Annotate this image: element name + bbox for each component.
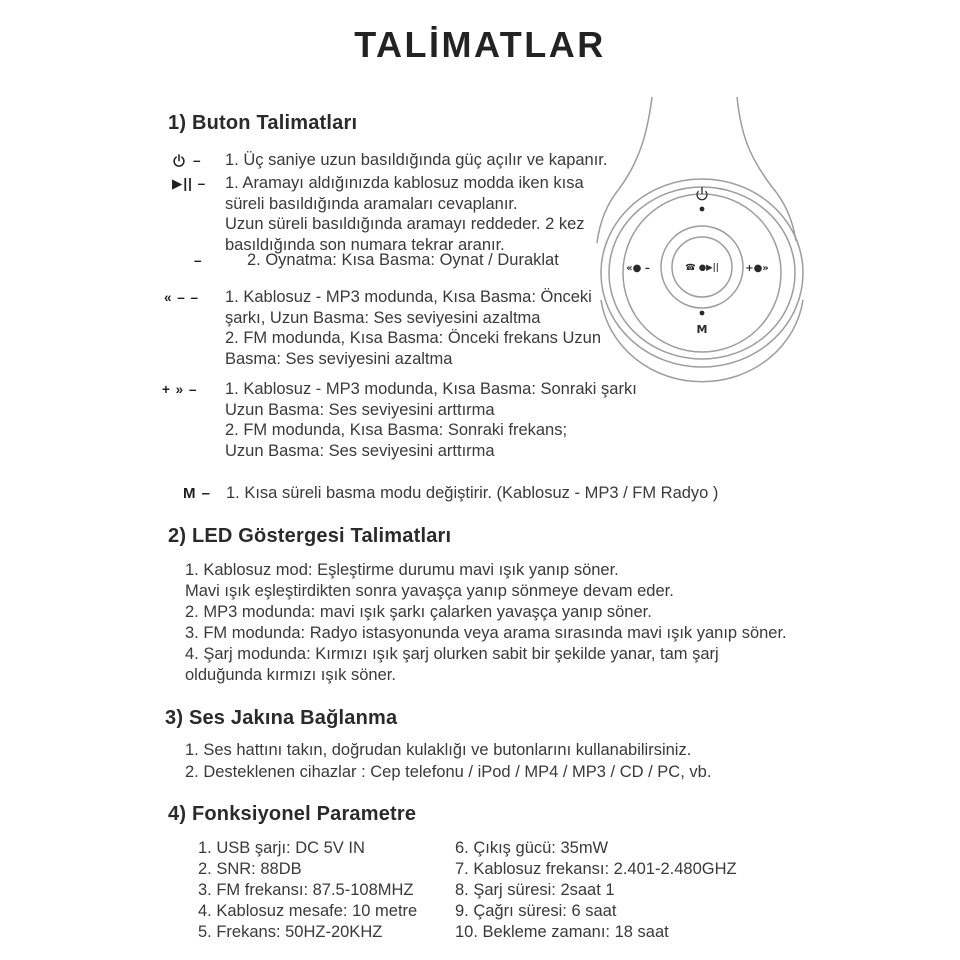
text-line: 2. Desteklenen cihazlar : Cep telefonu / iPod / MP4 / MP3 / CD / PC, vb. [185,763,712,781]
led-instructions [185,560,787,686]
center-ring-inner [672,237,732,297]
text-line: 2. Oynatma: Kısa Basma: Oynat / Duraklat [247,251,559,269]
text-line: olduğunda kırmızı ışık söner. [185,666,396,684]
text-line: 8. Şarj süresi: 2saat 1 [455,881,615,899]
text-line: 1. Kablosuz mod: Eşleştirme durumu mavi ışık yanıp söner. [185,561,619,579]
text-line: 10. Bekleme zamanı: 18 saat [455,923,669,941]
text-line: 2. MP3 modunda: mavi ışık şarkı çalarken yavaşça yanıp söner. [185,603,652,621]
params-right-column [455,838,737,943]
text-line: 5. Frekans: 50HZ-20KHZ [198,923,383,941]
text-line: 1. Ses hattını takın, doğrudan kulaklığı ve butonlarını kullanabilirsiniz. [185,741,692,759]
text-line: 2. FM modunda, Kısa Basma: Önceki frekans Uzun [225,329,601,347]
center-ring-outer [661,226,743,308]
text-line: 9. Çağrı süresi: 6 saat [455,902,617,920]
icon-dash: – [193,153,202,168]
text-line: Uzun Basma: Ses seviyesini arttırma [225,441,495,460]
ear-cup-rim-ring [609,187,795,359]
previous-volume-down-button: «● – [626,263,650,274]
section-heading-led: 2) LED Göstergesi Talimatları [168,525,452,547]
text-line: 3. FM modunda: Radyo istasyonunda veya arama sırasında mavi ışık yanıp söner. [185,624,787,642]
text-line: 1. Üç saniye uzun basıldığında güç açılır ve kapanır. [225,151,608,169]
ear-cup-outer-ring [601,179,803,367]
mode-button-label: M – [183,485,212,502]
params-left-column [198,838,417,943]
text-line: 4. Şarj modunda: Kırmızı ışık şarj olurken sabit bir şekilde yanar, tam şarj [185,645,719,663]
button-instruction-row-previous [164,287,601,369]
headband-flare-left [597,189,619,243]
headband-left-edge [619,97,652,189]
power-icon [172,150,225,172]
section-heading-params: 4) Fonksiyonel Parametre [168,803,417,825]
call-play-pause-button: ☎ ●▶|| [685,263,719,273]
headphone-ear-cup [575,95,835,407]
button-instruction-row-mode [172,483,718,505]
next-volume-up-button: +●» [745,263,769,274]
ear-cushion-arc [601,300,803,382]
text-line: Uzun süreli basıldığında aramayı reddeder. 2 kez [225,215,585,233]
power-button-dot [700,207,705,212]
text-line: 6. Çıkış gücü: 35mW [455,839,609,857]
next-track-icon: + » – [162,382,198,397]
headphone-illustration [575,95,835,407]
dash-icon: – [194,253,203,268]
text-line: basıldığında son numara tekrar aranır. [225,235,505,254]
page-title: TALİMATLAR [354,24,606,65]
button-instruction-row-playback [172,250,559,272]
button-instruction-row-power [172,150,607,172]
text-line: 3. FM frekansı: 87.5-108MHZ [198,881,414,899]
instruction-text [225,150,607,171]
text-line: şarkı, Uzun Basma: Ses seviyesini azaltma [225,308,541,327]
button-instruction-row-next [162,379,637,461]
power-icon-glyph [172,154,186,168]
headband-flare-right [772,187,796,241]
text-line: 1. Kısa süreli basma modu değiştirir. (Kablosuz - MP3 / FM Radyo ) [226,484,719,502]
text-line: Mavi ışık eşleştirdikten sonra yavaşça yanıp sönmeye devam eder. [185,582,674,600]
mode-button-dot [700,311,705,316]
text-line: 4. Kablosuz mesafe: 10 metre [198,902,418,920]
section-heading-buttons: 1) Buton Talimatları [168,112,358,134]
previous-track-icon: « – – [164,290,200,305]
text-line: Basma: Ses seviyesini azaltma [225,349,453,368]
text-line: 2. FM modunda, Kısa Basma: Sonraki frekans; [225,421,568,439]
instruction-text [247,250,559,271]
text-line: 1. USB şarjı: DC 5V IN [198,839,365,857]
play-pause-icon: ▶|| – [172,176,207,191]
headband-right-edge [737,97,772,187]
text-line: 1. Aramayı aldığınızda kablosuz modda iken kısa [225,174,584,192]
instruction-text [225,379,637,461]
text-line: 7. Kablosuz frekansı: 2.401-2.480GHZ [455,860,737,878]
text-line: 1. Kablosuz - MP3 modunda, Kısa Basma: Sonraki şarkı [225,380,637,398]
button-instruction-row-play-pause [172,173,585,255]
instruction-text [226,483,718,504]
mode-button-label: M [696,323,708,336]
text-line: 2. SNR: 88DB [198,860,302,878]
aux-instructions [185,739,711,783]
control-face-circle [623,194,781,352]
section-heading-aux: 3) Ses Jakına Bağlanma [165,707,398,729]
power-icon [697,192,707,200]
text-line: Uzun Basma: Ses seviyesini arttırma [225,400,495,419]
text-line: 1. Kablosuz - MP3 modunda, Kısa Basma: Önceki [225,288,592,306]
instruction-text [225,287,601,369]
instruction-text [225,173,585,255]
text-line: süreli basıldığında aramaları cevaplanır. [225,194,518,213]
